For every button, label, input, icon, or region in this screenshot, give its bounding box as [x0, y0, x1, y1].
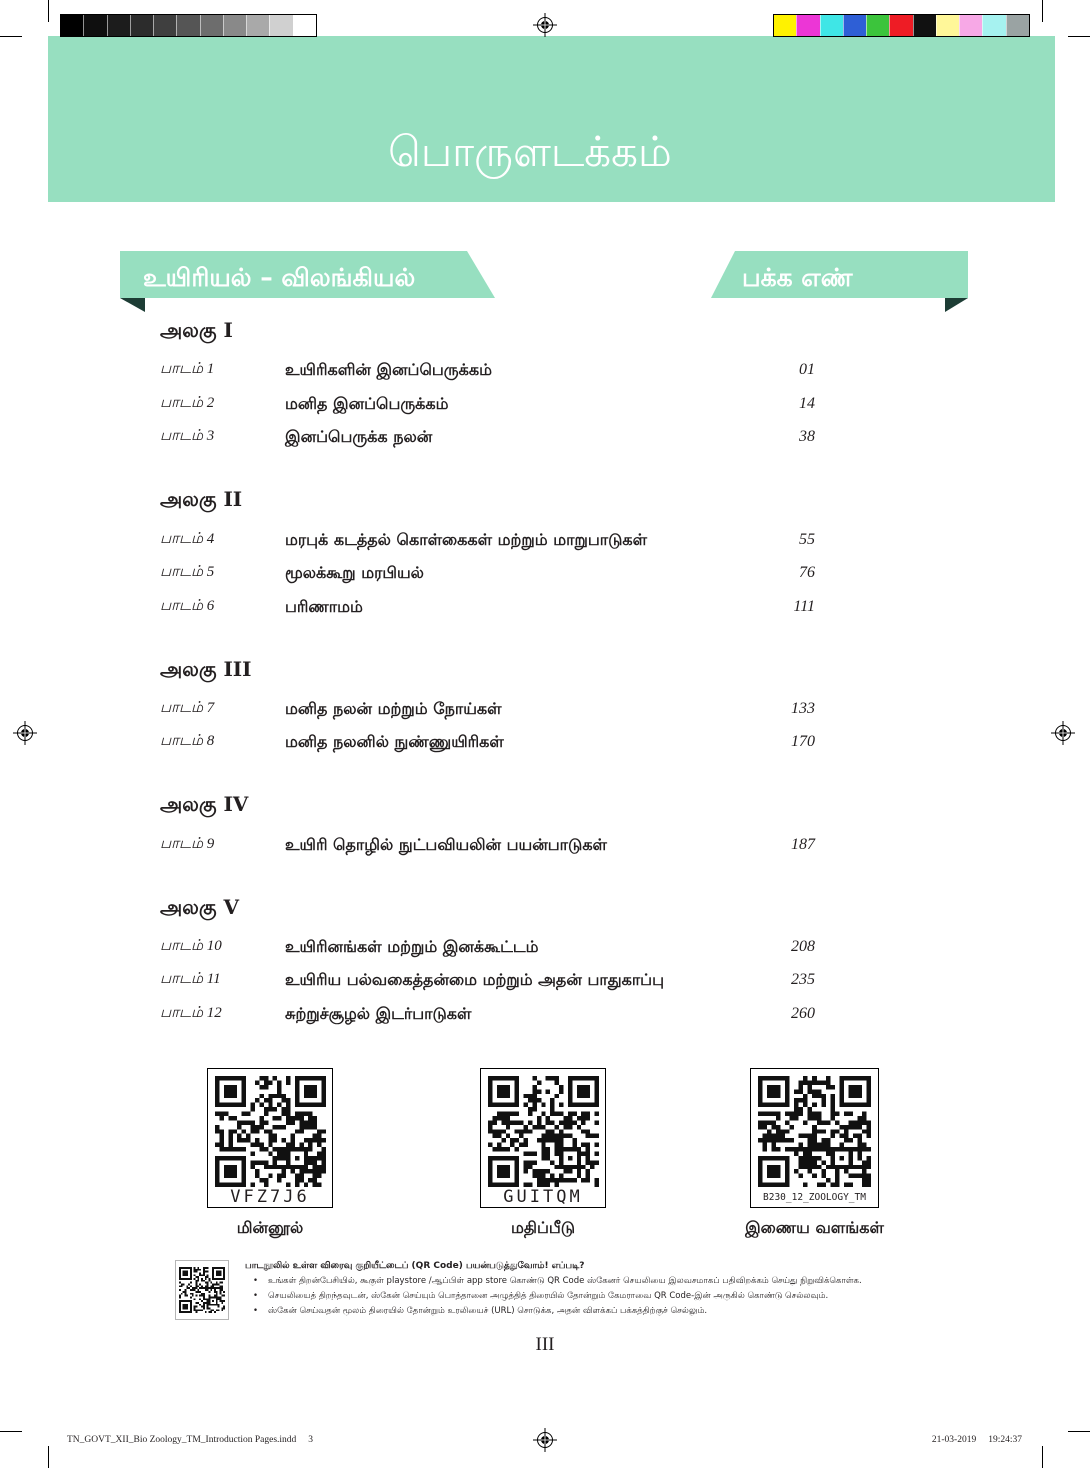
unit-title: அலகு I — [160, 318, 233, 342]
lesson-number: பாடம் 3 — [160, 428, 215, 445]
unit-title: அலகு IV — [160, 792, 249, 817]
registration-mark-icon — [13, 721, 37, 745]
lesson-title: உயிரினங்கள் மற்றும் இனக்கூட்டம் — [285, 936, 539, 956]
lesson-row — [160, 590, 815, 624]
page-column-tab-fold — [945, 298, 968, 312]
lesson-number: பாடம் 5 — [160, 564, 215, 580]
crop-mark — [0, 1431, 22, 1432]
lesson-page: 01 — [799, 361, 815, 379]
footer-sheet-number: 3 — [308, 1435, 314, 1445]
lesson-title: சுற்றுச்சூழல் இடர்பாடுகள் — [285, 1003, 472, 1023]
print-color-bar — [773, 14, 1030, 37]
footer-date: 21-03-2019 — [931, 1435, 977, 1445]
gray-swatch — [223, 15, 246, 36]
color-swatch — [1006, 15, 1029, 36]
lesson-page: 208 — [791, 937, 815, 955]
lesson-row — [160, 930, 815, 964]
qr-code-image — [215, 1076, 326, 1187]
crop-mark — [1042, 1446, 1043, 1468]
footer-file-name: TN_GOVT_XII_Bio Zoology_TM_Introduction Pages.indd — [67, 1435, 297, 1445]
qr-help-code — [175, 1260, 229, 1320]
qr-modules — [758, 1076, 871, 1187]
color-swatch — [843, 15, 866, 36]
registration-mark-icon — [533, 1428, 557, 1452]
qr-help-step: • ஸ்கேன் செய்வதன் மூலம் திரையில் தோன்றும் உரலியைச் (URL) சொடுக்க, அதன் விளக்கப் பக்கத்திற்குச் செல்லும். — [268, 1304, 1005, 1319]
lesson-row — [160, 523, 815, 557]
gray-swatch — [83, 15, 106, 36]
qr-help-step: • உங்கள் திறன்பேசியில், கூகுள் playstore /ஆப்பிள் app store கொண்டு QR Code ஸ்கேனர் செயலியை இலவசமாகப் பதிவிறக்கம் செய்து நிறுவிக்கொள்க. — [268, 1274, 1005, 1289]
gray-swatch — [246, 15, 269, 36]
qr-caption: இணைய வளங்கள் — [745, 1218, 884, 1237]
color-swatch — [982, 15, 1005, 36]
gray-swatch — [153, 15, 176, 36]
qr-card-web-resources — [750, 1068, 879, 1208]
color-swatch — [796, 15, 819, 36]
unit-section — [160, 789, 815, 861]
lesson-row — [160, 387, 815, 421]
crop-mark — [0, 36, 22, 37]
gray-swatch — [107, 15, 130, 36]
lesson-title: மரபுக் கடத்தல் கொள்கைகள் மற்றும் மாறுபாடுகள் — [285, 529, 648, 549]
lesson-number: பாடம் 2 — [160, 394, 215, 411]
color-swatch — [889, 15, 912, 36]
footer-time: 19:24:37 — [988, 1435, 1022, 1445]
lesson-title: மனித இனப்பெருக்கம் — [285, 393, 449, 413]
lesson-page: 170 — [791, 733, 815, 751]
qr-help-step: • செயலியைத் திறந்தவுடன், ஸ்கேன் செய்யும் பொத்தானை அழுத்தித் திரையில் தோன்றும் கேமராவை QR Code-இன் அருகில் கொண்டு செல்லவும். — [268, 1289, 1005, 1304]
lesson-row — [160, 828, 815, 862]
lesson-row — [160, 556, 815, 590]
lesson-number: பாடம் 8 — [160, 733, 215, 750]
lesson-title: பரிணாமம் — [285, 596, 363, 616]
qr-card-assessment — [480, 1068, 606, 1208]
color-swatch — [774, 15, 796, 36]
lesson-row — [160, 420, 815, 454]
lesson-row — [160, 725, 815, 759]
color-swatch — [913, 15, 936, 36]
lesson-number: பாடம் 1 — [160, 361, 215, 378]
table-of-contents — [160, 315, 815, 1061]
lesson-row — [160, 963, 815, 997]
qr-help-steps — [245, 1274, 1005, 1319]
gray-swatch — [176, 15, 199, 36]
lesson-page: 235 — [791, 971, 815, 989]
page-column-tab-label: பக்க எண் — [742, 263, 853, 292]
subject-tab-fold — [120, 298, 145, 312]
unit-title: அலகு V — [160, 894, 239, 919]
crop-mark — [1042, 0, 1043, 22]
subject-tab-label: உயிரியல் – விலங்கியல் — [143, 263, 416, 292]
lesson-page: 187 — [791, 835, 815, 853]
color-swatch — [959, 15, 982, 36]
lesson-number: பாடம் 9 — [160, 835, 215, 852]
gray-swatch — [61, 15, 83, 36]
qr-code-label: VFZ7J6 — [230, 1187, 310, 1207]
color-swatch — [866, 15, 889, 36]
lesson-page: 38 — [799, 428, 815, 446]
color-swatch — [820, 15, 843, 36]
unit-section — [160, 315, 815, 454]
qr-modules — [215, 1076, 326, 1187]
qr-code-label: GUITQM — [503, 1187, 583, 1207]
crop-mark — [1068, 36, 1090, 37]
lesson-page: 260 — [791, 1004, 815, 1022]
lesson-row — [160, 692, 815, 726]
color-swatch — [936, 15, 959, 36]
unit-section — [160, 892, 815, 1031]
lesson-page: 14 — [799, 394, 815, 412]
unit-section — [160, 484, 815, 623]
lesson-title: உயிரிகளின் இனப்பெருக்கம் — [285, 360, 492, 380]
page-number: III — [535, 1334, 555, 1355]
lesson-row — [160, 353, 815, 387]
registration-mark-icon — [533, 13, 557, 37]
footer-file-info — [67, 1433, 313, 1447]
crop-mark — [48, 0, 49, 22]
lesson-page: 55 — [799, 530, 815, 548]
unit-title: அலகு II — [160, 487, 243, 512]
lesson-title: இனப்பெருக்க நலன் — [285, 427, 433, 447]
registration-mark-icon — [1051, 721, 1075, 745]
lesson-title: உயிரிய பல்வகைத்தன்மை மற்றும் அதன் பாதுகாப்பு — [285, 970, 664, 990]
lesson-number: பாடம் 12 — [160, 1004, 222, 1021]
qr-modules — [179, 1267, 225, 1313]
qr-code-image — [179, 1267, 225, 1313]
qr-modules — [488, 1076, 599, 1187]
lesson-title: மூலக்கூறு மரபியல் — [285, 563, 424, 582]
lesson-number: பாடம் 10 — [160, 937, 222, 954]
qr-help — [245, 1259, 1005, 1319]
lesson-page: 76 — [799, 564, 815, 581]
lesson-row — [160, 997, 815, 1031]
qr-code-label: B230_12_ZOOLOGY_TM — [763, 1192, 866, 1203]
lesson-title: உயிரி தொழில் நுட்பவியலின் பயன்பாடுகள் — [285, 834, 607, 854]
footer-timestamp — [932, 1433, 1022, 1447]
crop-mark — [1068, 1431, 1090, 1432]
unit-title: அலகு III — [160, 656, 252, 681]
gray-swatch — [130, 15, 153, 36]
unit-section — [160, 654, 815, 759]
qr-card-ebook — [207, 1068, 333, 1208]
lesson-number: பாடம் 7 — [160, 699, 215, 716]
lesson-title: மனித நலன் மற்றும் நோய்கள் — [285, 698, 502, 718]
crop-mark — [48, 1446, 49, 1468]
gray-swatch — [200, 15, 223, 36]
gray-swatch — [269, 15, 292, 36]
lesson-title: மனித நலனில் நுண்ணுயிரிகள் — [285, 732, 504, 752]
page-title: பொருளடக்கம் — [388, 127, 672, 176]
qr-code-image — [758, 1076, 871, 1187]
qr-caption: மின்னூல் — [236, 1218, 304, 1237]
qr-caption: மதிப்பீடு — [510, 1218, 576, 1237]
lesson-number: பாடம் 4 — [160, 530, 215, 547]
qr-help-heading: பாடநூலில் உள்ள விரைவு குறியீட்டைப் (QR Code) பயன்படுத்துவோம்! எப்படி? — [245, 1261, 585, 1271]
qr-code-image — [488, 1076, 599, 1187]
lesson-page: 111 — [793, 597, 815, 615]
lesson-number: பாடம் 6 — [160, 597, 215, 614]
lesson-page: 133 — [791, 699, 815, 717]
gray-swatch — [293, 15, 316, 36]
print-gray-bar — [60, 14, 317, 37]
lesson-number: பாடம் 11 — [160, 971, 221, 988]
